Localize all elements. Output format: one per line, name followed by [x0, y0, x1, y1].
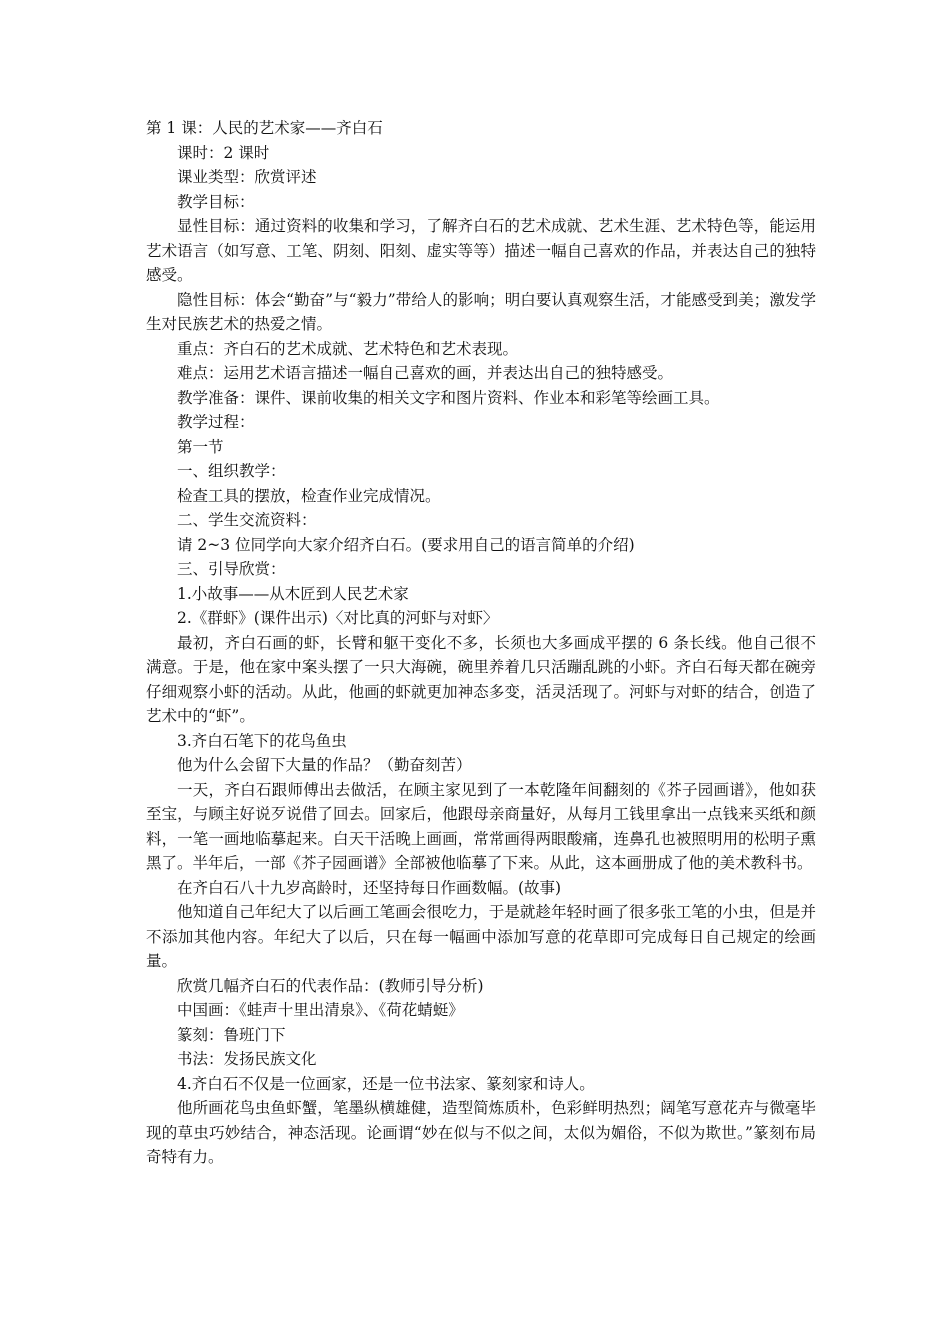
body-line: 教学过程：	[177, 413, 255, 431]
body-line: 中国画：《蛙声十里出清泉》、《荷花蜻蜓》	[177, 1001, 464, 1019]
body-line: 课业类型：欣赏评述	[177, 168, 317, 186]
body-line: 3.齐白石笔下的花鸟鱼虫	[177, 731, 347, 750]
body-line: 书法：发扬民族文化	[177, 1050, 317, 1068]
body-paragraph: 最初，齐白石画的虾，长臂和躯干变化不多，长须也大多画成平摆的 6 条长线。他自己很不满意。于是，他在家中案头摆了一只大海碗，碗里养着几只活蹦乱跳的小虾。齐白石每天都在碗旁仔细观察小虾的活动。从此，他画的虾就更加神态多变，活灵活现了。河虾与对虾的结合，创造了艺术中的“虾”。	[146, 633, 816, 725]
document-title: 第 1 课：人民的艺术家——齐白石	[146, 119, 383, 137]
body-line: 在齐白石八十九岁高龄时，还坚持每日作画数幅。(故事)	[177, 878, 562, 897]
body-line: 难点：运用艺术语言描述一幅自己喜欢的画，并表达出自己的独特感受。	[177, 364, 674, 382]
body-line: 第一节	[177, 437, 224, 456]
body-line: 请 2~3 位同学向大家介绍齐白石。(要求用自己的语言简单的介绍)	[177, 535, 635, 554]
body-line: 他为什么会留下大量的作品？（勤奋刻苦）	[177, 756, 472, 774]
body-paragraph: 他知道自己年纪大了以后画工笔画会很吃力，于是就趁年轻时画了很多张工笔的小虫，但是并不添加其他内容。年纪大了以后，只在每一幅画中添加写意的花草即可完成每日自己规定的绘画量。	[146, 903, 816, 970]
body-line: 重点：齐白石的艺术成就、艺术特色和艺术表现。	[177, 339, 519, 358]
body-line: 检查工具的摆放，检查作业完成情况。	[177, 486, 441, 505]
body-paragraph: 隐性目标：体会“勤奋”与“毅力”带给人的影响；明白要认真观察生活，才能感受到美；激发学生对民族艺术的热爱之情。	[146, 290, 816, 333]
body-line: 2.《群虾》(课件出示)〈对比真的河虾与对虾〉	[177, 609, 499, 627]
body-line: 欣赏几幅齐白石的代表作品：(教师引导分析)	[177, 976, 484, 995]
body-line: 教学准备：课件、课前收集的相关文字和图片资料、作业本和彩笔等绘画工具。	[177, 388, 720, 407]
document-body	[146, 141, 816, 1170]
body-line: 三、引导欣赏：	[177, 560, 286, 578]
body-line: 课时：2 课时	[177, 143, 270, 162]
body-line: 1.小故事——从木匠到人民艺术家	[177, 584, 409, 603]
body-line: 教学目标：	[177, 192, 255, 211]
body-line: 4.齐白石不仅是一位画家，还是一位书法家、篆刻家和诗人。	[177, 1074, 595, 1093]
body-paragraph: 显性目标：通过资料的收集和学习，了解齐白石的艺术成就、艺术生涯、艺术特色等，能运用艺术语言（如写意、工笔、阴刻、阳刻、虚实等等）描述一幅自己喜欢的作品，并表达自己的独特感受。	[146, 217, 816, 284]
body-paragraph: 他所画花鸟虫鱼虾蟹，笔墨纵横雄健，造型简炼质朴，色彩鲜明热烈；阔笔写意花卉与微毫毕现的草虫巧妙结合，神态活现。论画谓“妙在似与不似之间，太似为媚俗，不似为欺世。”篆刻布局奇特有力。	[146, 1099, 816, 1166]
body-paragraph: 一天，齐白石跟师傅出去做活，在顾主家见到了一本乾隆年间翻刻的《芥子园画谱》，他如获至宝，与顾主好说歹说借了回去。回家后，他跟母亲商量好，从每月工钱里拿出一点钱来买纸和颜料，一笔一画地临摹起来。白天干活晚上画画，常常画得两眼酸痛，连鼻孔也被照明用的松明子熏黑了。半年后，一部《芥子园画谱》全部被他临摹了下来。从此，这本画册成了他的美术教科书。	[146, 780, 816, 872]
document-page	[146, 116, 816, 1170]
body-line: 一、组织教学：	[177, 462, 286, 480]
body-line: 篆刻：鲁班门下	[177, 1025, 286, 1044]
body-line: 二、学生交流资料：	[177, 511, 317, 529]
